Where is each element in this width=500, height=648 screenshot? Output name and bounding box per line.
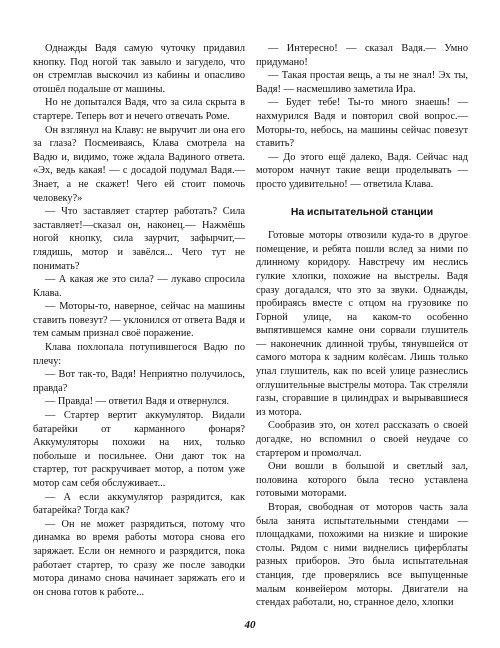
paragraph: — Он не может разрядиться, потому что динамка во время работы мотора снова его заряжает. Если он немного и разрядится, пока работает стартер, то сразу же после заводки мотора динамо снова начинает заряжать его и он снова готов к работе... [33,518,245,598]
paragraph: — Стартер вертит аккумулятор. Видали батарейки от карманного фонаря? Аккумуляторы похожи на них, только побольше и посильнее. Они дают ток на стартер, тот раскручивает мотор, а потом уже мотор сам себя обслуживает... [33,410,245,489]
paragraph: — До этого ещё далеко, Вадя. Сейчас над мотором начнут такие вещи проделывать — просто удивительно! — ответила Клава. [256,151,468,190]
paragraph: — Правда! — ответил Вадя и отвернулся. [45,396,230,408]
section-heading: На испытательной станции [290,206,434,218]
paragraph: Готовые моторы отвозили куда-то в другое помещение, и ребята пошли вслед за ними по длинному коридору. Навстречу им неслись гулкие хлопки, похожие на выстрелы. Вадя сразу догадался, что это за звуки. Однажды, пробираясь вместе с отцом на грузовике по Горной улице, на каком-то особенно выпятившемся камне они сорвали глушитель — наконечник длинной трубы, тянувшейся от самого мотора к задним колёсам. Лишь только упал глушитель, как по всей улице разнеслись оглушительные выстрелы мотора. Так стреляли газы, сгоравшие в цилиндрах и вырывавшиеся из мотора. [256,230,468,418]
paragraph: — Будет тебе! Ты-то много знаешь! — нахмурился Вадя и повторил свой вопрос.— Моторы-то, небось, на машины сейчас повезут ставить? [256,97,468,150]
left-text-column [33,42,245,599]
paragraph: Однажды Вадя самую чуточку придавил кнопку. Под ногой так завыло и загудело, что он стремглав выскочил из кабины и опасливо отошёл подальше от машины. [33,43,245,95]
paragraph: — Вот так-то, Вадя! Неприятно получилось, правда? [33,369,245,394]
paragraph: — Что заставляет стартер работать? Сила заставляет!—сказал он, наконец.— Нажмёшь ногой кнопку, сила заурчит, зафырчит,— глядишь, мотор и завёлся... Чего тут не понимать? [33,206,245,272]
paragraph: — А какая же это сила? — лукаво спросила Клава. [33,274,245,299]
paragraph: Вторая, свободная от моторов часть зала была занята испытательными стендами — площадками, похожими на низкие и широкие столы. Рядом с ними виднелись циферблаты разных приборов. Это была испытательная станция, где проверялись все выпущенные малым конвейером моторы. Двигатели на стендах работали, но, странное дело, хлопки [256,502,468,609]
paragraph: — А если аккумулятор разрядится, как батарейка? Тогда как? [33,491,245,517]
paragraph: Они вошли в большой и светлый зал, половина которого была тесно уставлена готовыми моторами. [256,461,468,500]
right-text-column [256,42,468,610]
paragraph: — Моторы-то, наверное, сейчас на машины ставить повезут? — уклонился от ответа Вадя и тем самым признал своё поражение. [33,301,245,340]
paragraph: Сообразив это, он хотел рассказать о своей догадке, но вспомнил о своей неудаче со стартером и промолчал. [256,420,468,459]
paragraph: — Такая простая вещь, а ты не знал! Эх ты, Вадя! — насмешливо заметила Ира. [256,70,468,95]
page-number: 40 [244,619,256,631]
paragraph: — Интересно! — сказал Вадя.— Умно придумано! [256,43,468,68]
paragraph: Но не допытался Вадя, что за сила скрыта в стартере. Теперь вот и нечего отвечать Роме. [33,97,245,122]
paragraph: Клава похлопала потупившегося Вадю по плечу: [33,342,245,367]
paragraph: Он взглянул на Клаву: не выручит ли она его за глаза? Посмеиваясь, Клава смотрела на Вадю и, видимо, тоже ждала Вадиного ответа. «Эх, ведь какая! — с досадой подумал Вадя.— Знает, а не скажет! Чего ей стоит помочь человеку?» [33,124,245,204]
